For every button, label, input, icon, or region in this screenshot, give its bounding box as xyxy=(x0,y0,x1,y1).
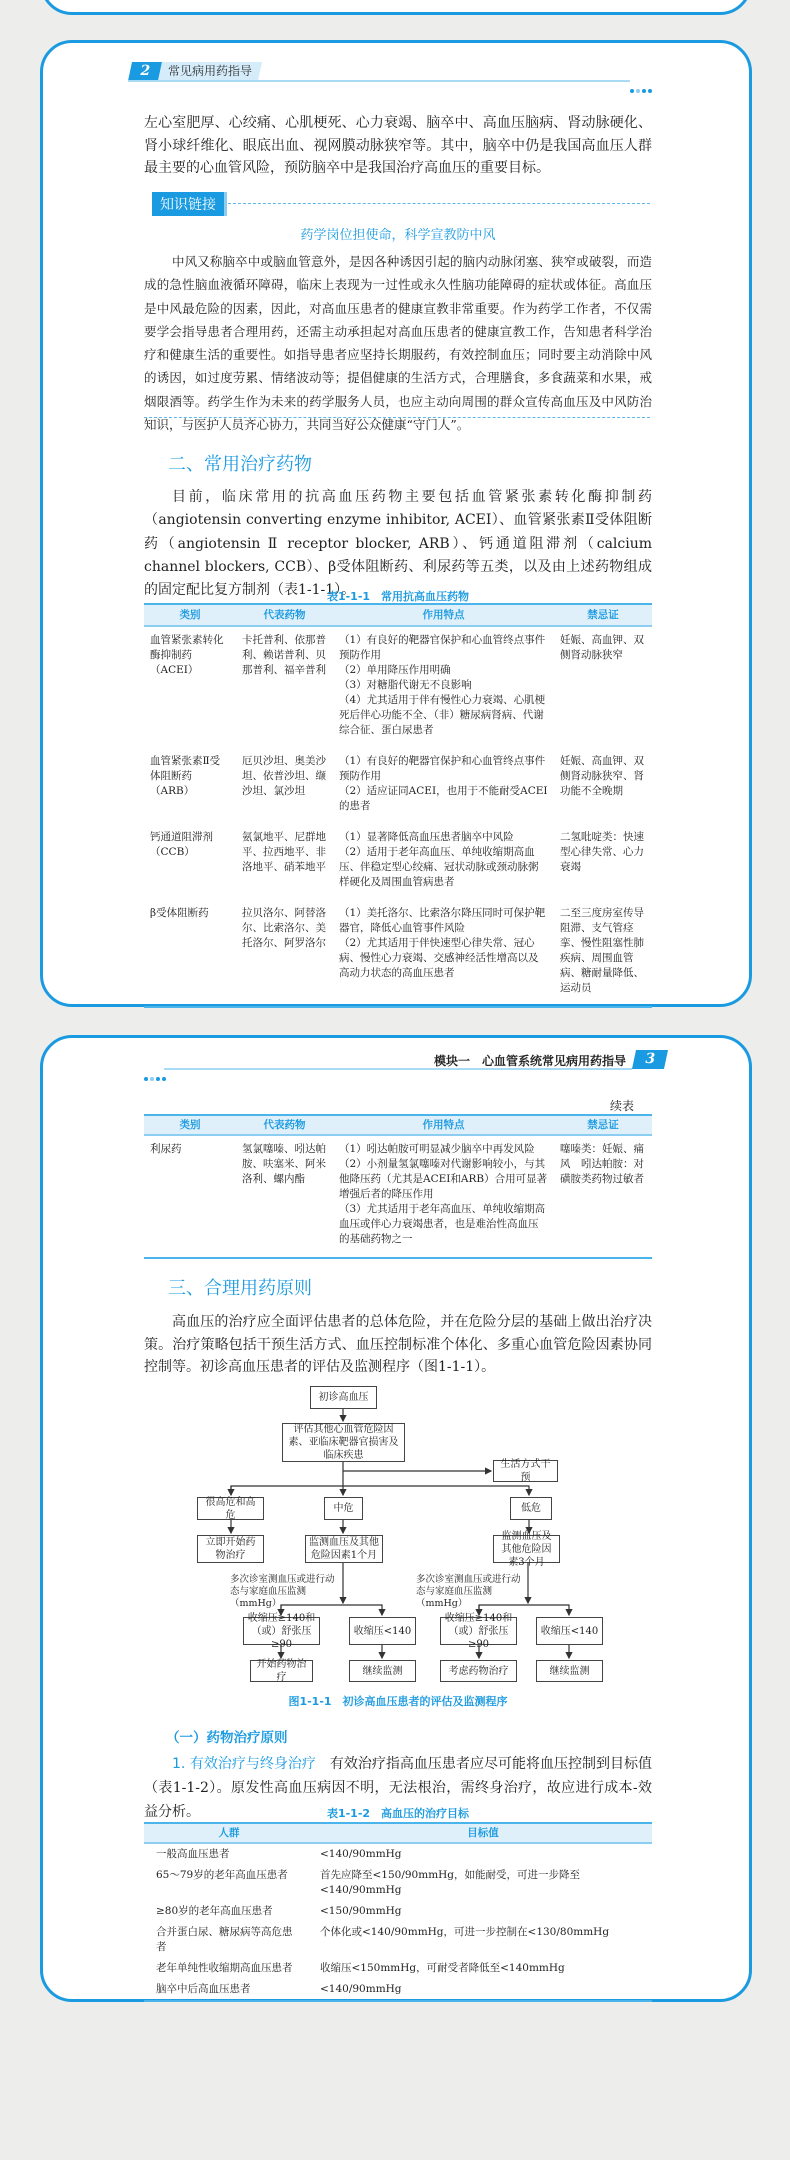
flow-continue-2: 继续监测 xyxy=(536,1660,603,1682)
cell-contra: 二至三度房室传导阻滞、支气管痉挛、慢性阻塞性肺疾病、周围血管病、糖耐量降低、运动员 xyxy=(560,907,644,994)
flow-high-bp-2: 收缩压≥140和（或）舒张压≥90 xyxy=(440,1617,517,1645)
flow-continue-1: 继续监测 xyxy=(349,1660,416,1682)
feature-item: （1）显著降低高血压患者脑卒中风险 xyxy=(339,831,514,843)
flow-high-bp-1: 收缩压≥140和（或）舒张压≥90 xyxy=(243,1617,320,1645)
col-header: 禁忌证 xyxy=(554,604,652,626)
feature-item: （1）有良好的靶器官保护和心血管终点事件预防作用 xyxy=(339,755,546,782)
cell-category: 血管紧张素Ⅱ受体阻断药（ARB） xyxy=(150,755,221,797)
feature-item: （1）美托洛尔、比索洛尔降压同时可保护靶器官，降低心血管事件风险 xyxy=(339,907,546,934)
flow-low-bp-2: 收缩压<140 xyxy=(536,1617,603,1645)
table-2-caption: 表1-1-2 高血压的治疗目标 xyxy=(326,1807,470,1820)
flow-monitor-3m: 监测血压及其他危险因素3个月 xyxy=(493,1535,560,1563)
flow-begin-drug: 开始药物治疗 xyxy=(250,1660,313,1682)
col-header: 禁忌证 xyxy=(554,1115,652,1135)
flow-low-bp-1: 收缩压<140 xyxy=(349,1617,416,1645)
flow-consider-drug: 考虑药物治疗 xyxy=(440,1660,517,1682)
cell-target: <140/90mmHg xyxy=(320,1983,402,1995)
cell-target: 个体化或<140/90mmHg，可进一步控制在<130/80mmHg xyxy=(320,1926,610,1938)
col-header: 目标值 xyxy=(314,1823,652,1843)
flow-start-now: 立即开始药物治疗 xyxy=(197,1535,264,1563)
principles-paragraph: 高血压的治疗应全面评估患者的总体危险，并在危险分层的基础上做出治疗决策。治疗策略包括干预生活方式、血压控制标准个体化、多重心血管危险因素协同控制等。初诊高血压患者的评估及监测程序（图1-1-1）。 xyxy=(144,1314,652,1375)
cell-target: 首先应降至<150/90mmHg，如能耐受，可进一步降至<140/90mmHg xyxy=(320,1869,581,1896)
knowledge-title: 药学岗位担使命，科学宣教防中风 xyxy=(300,228,496,243)
cell-population: 一般高血压患者 xyxy=(156,1848,230,1860)
feature-item: （2）适用于老年高血压、单纯收缩期高血压、伴稳定型心绞痛、冠状动脉或颈动脉粥样硬化及周围血管病患者 xyxy=(339,846,539,888)
table-row xyxy=(144,1843,652,1865)
feature-item: （2）适应证同ACEI，也用于不能耐受ACEI的患者 xyxy=(339,785,548,812)
treatment-target-table xyxy=(144,1822,652,2002)
feature-item: （1）有良好的靶器官保护和心血管终点事件预防作用 xyxy=(339,634,546,661)
cell-drugs: 氢氯噻嗪、吲达帕胺、呋塞米、阿米洛利、螺内酯 xyxy=(242,1143,326,1185)
page-number-badge: 2 xyxy=(128,62,162,81)
feature-item: （2）小剂量氢氯噻嗪对代谢影响较小，与其他降压药（尤其是ACEI和ARB）合用可显著增强后者的降压作用 xyxy=(339,1158,548,1200)
col-header: 作用特点 xyxy=(333,1115,554,1135)
intro-paragraph: 左心室肥厚、心绞痛、心肌梗死、心力衰竭、脑卒中、高血压脑病、肾动脉硬化、肾小球纤维化、眼底出血、视网膜动脉狭窄等。其中，脑卒中仍是我国高血压人群最主要的心血管风险，预防脑卒中是我国治疗高血压的重要目标。 xyxy=(144,115,652,176)
page-number-badge: 3 xyxy=(632,1050,668,1069)
flow-lifestyle: 生活方式干预 xyxy=(493,1460,558,1482)
cell-population: 65～79岁的老年高血压患者 xyxy=(156,1869,288,1881)
point-1-title: 1. 有效治疗与终身治疗 xyxy=(172,1756,316,1772)
cell-contra: 二氢吡啶类：快速型心律失常、心力衰竭 xyxy=(560,831,644,873)
feature-item: （2）尤其适用于伴快速型心律失常、冠心病、慢性心力衰竭、交感神经活性增高以及高动力状态的高血压患者 xyxy=(339,937,539,979)
cell-contra: 妊娠、高血钾、双侧肾动脉狭窄、肾功能不全晚期 xyxy=(560,755,644,797)
feature-item: （2）单用降压作用明确 xyxy=(339,664,451,676)
flow-evaluate: 评估其他心血管危险因素、亚临床靶器官损害及临床疾患 xyxy=(282,1423,405,1462)
cell-drugs: 氨氯地平、尼群地平、拉西地平、非洛地平、硝苯地平 xyxy=(242,831,326,873)
cell-contra: 妊娠、高血钾、双侧肾动脉狭窄 xyxy=(560,634,644,661)
flow-high-risk: 很高危和高危 xyxy=(197,1497,264,1520)
table-row xyxy=(144,1901,652,1922)
feature-item: （1）吲达帕胺可明显减少脑卒中再发风险 xyxy=(339,1143,535,1155)
spacer xyxy=(316,1756,330,1772)
cell-drugs: 卡托普利、依那普利、赖诺普利、贝那普利、福辛普利 xyxy=(242,634,326,676)
table-header-row xyxy=(144,1823,652,1843)
knowledge-paragraph: 中风又称脑卒中或脑血管意外，是因各种诱因引起的脑内动脉闭塞、狭窄或破裂，而造成的急性脑血液循环障碍，临床上表现为一过性或永久性脑功能障碍的症状或体征。高血压是中风最危险的因素，因此，对高血压患者的健康宣教非常重要。作为药学工作者，不仅需要学会指导患者合理用药，还需主动承担起对高血压患者的健康宣教工作，告知患者科学治疗和健康生活的重要性。如指导患者应坚持长期服药，有效控制血压；同时要主动消除中风的诱因，如过度劳累、情绪波动等；提倡健康的生活方式，合理膳食，多食蔬菜和水果，戒烟限酒等。药学生作为未来的药学服务人员，也应主动向周围的群众宣传高血压及中风防治知识，与医护人员齐心协力，共同当好公众健康“守门人”。 xyxy=(144,254,652,433)
col-header: 代表药物 xyxy=(236,1115,333,1135)
table-1-caption: 表1-1-1 常用抗高血压药物 xyxy=(326,590,470,603)
cell-category: 利尿药 xyxy=(150,1143,182,1155)
figure-caption: 图1-1-1 初诊高血压患者的评估及监测程序 xyxy=(288,1695,508,1708)
col-header: 作用特点 xyxy=(333,604,554,626)
cell-contra: 噻嗪类：妊娠、痛风 吲达帕胺：对磺胺类药物过敏者 xyxy=(560,1143,644,1185)
table-row xyxy=(144,1922,652,1958)
table-row xyxy=(144,1979,652,2001)
flow-mid-risk: 中危 xyxy=(324,1497,363,1520)
flow-monitor-1m: 监测血压及其他危险因素1个月 xyxy=(305,1535,383,1563)
cell-drugs: 厄贝沙坦、奥美沙坦、依普沙坦、缬沙坦、氯沙坦 xyxy=(242,755,326,797)
point-1-text: 有效治疗指高血压患者应尽可能将血压控制到目标值（表1-1-2）。原发性高血压病因不明，无法根治，需终身治疗，故应进行成本-效益分析。 xyxy=(144,1756,653,1820)
feature-item: （4）尤其适用于伴有慢性心力衰竭、心肌梗死后伴心功能不全、（非）糖尿病肾病、代谢综合征、蛋白尿患者 xyxy=(339,694,546,736)
drugs-paragraph: 目前，临床常用的抗高血压药物主要包括血管紧张素转化酶抑制药（angiotensin converting enzyme inhibitor, ACEI）、血管紧张素Ⅱ受体阻断药（angiotensin Ⅱ receptor blocker, ARB）、钙通道阻滞剂（calcium channel blockers, CCB）、β受体阻断药、利尿药等五类，以及由上述药物组成的固定配比复方制剂（表1-1-1）。 xyxy=(144,489,652,599)
section-heading-principles: 三、合理用药原则 xyxy=(168,1278,312,1299)
cell-population: 合并蛋白尿、糖尿病等高危患者 xyxy=(156,1926,293,1953)
cell-population: 脑卒中后高血压患者 xyxy=(156,1983,251,1995)
col-header: 类别 xyxy=(144,1115,236,1135)
cell-target: 收缩压<150mmHg，可耐受者降低至<140mmHg xyxy=(320,1962,565,1974)
knowledge-link-label: 知识链接 xyxy=(152,192,227,216)
cell-category: 钙通道阻滞剂（CCB） xyxy=(150,831,213,858)
cell-category: 血管紧张素转化酶抑制药（ACEI） xyxy=(150,634,224,676)
continued-label: 续表 xyxy=(610,1099,635,1113)
running-head: 模块一 心血管系统常见病用药指导 xyxy=(433,1054,626,1068)
flow-low-risk: 低危 xyxy=(510,1497,552,1520)
cell-target: <150/90mmHg xyxy=(320,1905,402,1917)
section-heading-drugs: 二、常用治疗药物 xyxy=(168,454,312,475)
table-row xyxy=(144,1865,652,1901)
feature-item: （3）对糖脂代谢无不良影响 xyxy=(339,679,472,691)
cell-category: β受体阻断药 xyxy=(150,907,209,919)
flow-note-left: 多次诊室测血压或进行动态与家庭血压监测（mmHg） xyxy=(230,1574,335,1609)
col-header: 人群 xyxy=(144,1823,314,1843)
subheading-drug-principles: （一）药物治疗原则 xyxy=(166,1730,288,1746)
flow-note-right: 多次诊室测血压或进行动态与家庭血压监测（mmHg） xyxy=(416,1574,521,1609)
col-header: 代表药物 xyxy=(236,604,333,626)
col-header: 类别 xyxy=(144,604,236,626)
cell-population: ≥80岁的老年高血压患者 xyxy=(156,1905,273,1917)
cell-target: <140/90mmHg xyxy=(320,1848,402,1860)
cell-drugs: 拉贝洛尔、阿替洛尔、比索洛尔、美托洛尔、阿罗洛尔 xyxy=(242,907,326,949)
running-head: 常见病用药指导 xyxy=(158,62,262,81)
flow-start: 初诊高血压 xyxy=(310,1386,377,1409)
feature-item: （3）尤其适用于老年高血压、单纯收缩期高血压或伴心力衰竭患者，也是难治性高血压的基础药物之一 xyxy=(339,1203,546,1245)
cell-population: 老年单纯性收缩期高血压患者 xyxy=(156,1962,293,1974)
table-row xyxy=(144,1958,652,1979)
